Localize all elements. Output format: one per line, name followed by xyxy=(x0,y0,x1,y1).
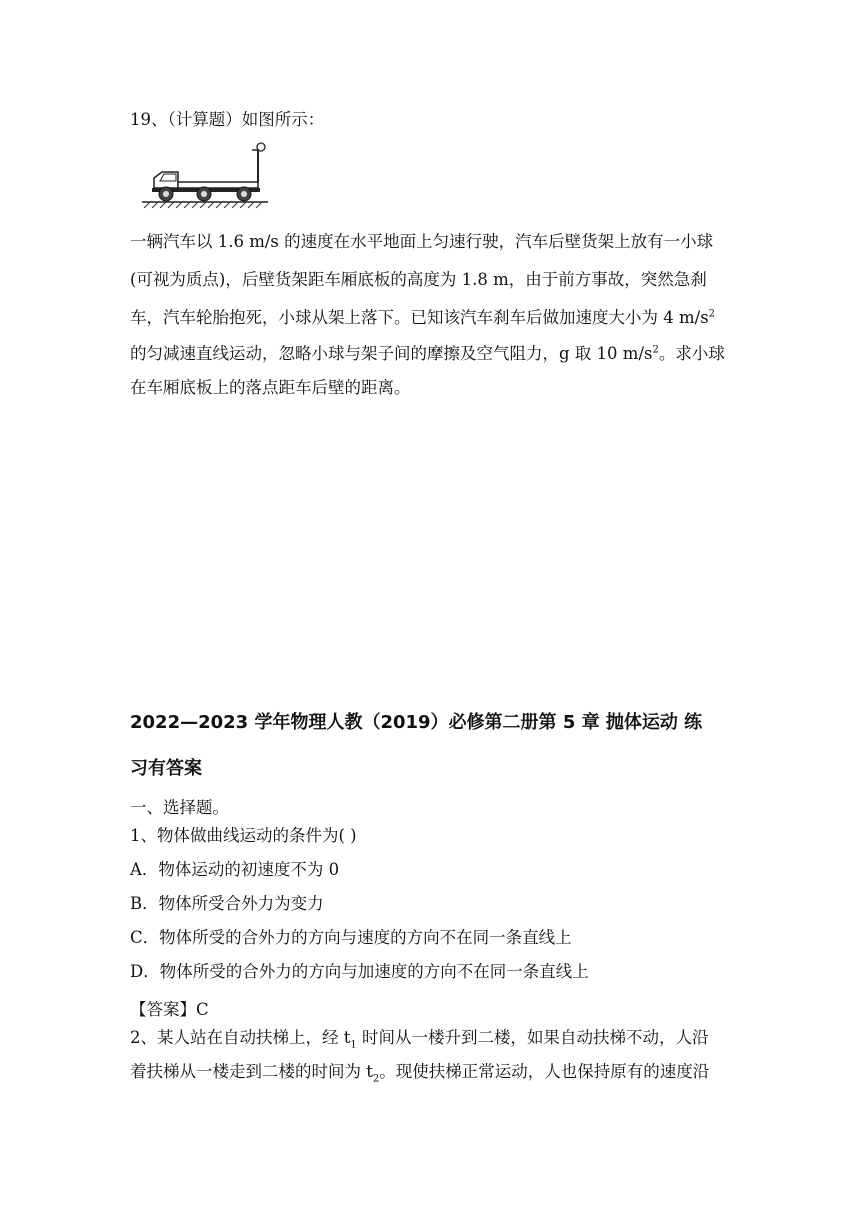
question-19-text-line-1: 一辆汽车以 1.6 m/s 的速度在水平地面上匀速行驶，汽车后壁货架上放有一小球 xyxy=(130,232,714,251)
question-1-option-a: A．物体运动的初速度不为 0 xyxy=(130,860,340,879)
question-19-text-line-5: 在车厢底板上的落点距车后壁的距离。 xyxy=(130,378,411,397)
truck-figure xyxy=(140,138,270,214)
section-title-line-1: 2022—2023 学年物理人教（2019）必修第二册第 5 章 抛体运动 练 xyxy=(130,712,703,733)
question-1-stem: 1、物体做曲线运动的条件为( ) xyxy=(130,826,357,845)
question-19-heading: 19、（计算题）如图所示： xyxy=(130,110,325,129)
question-1-option-b: B．物体所受合外力为变力 xyxy=(130,894,324,913)
question-19-text-line-2: (可视为质点)，后壁货架距车厢底板的高度为 1.8 m，由于前方事故，突然急刹 xyxy=(130,270,707,289)
question-2-line-1: 2、某人站在自动扶梯上，经 $t_1$ 时间从一楼升到二楼，如果自动扶梯不动，人沿 xyxy=(130,1028,709,1051)
question-19-text-line-3: 车，汽车轮胎抱死，小球从架上落下。已知该汽车刹车后做加速度大小为 4 $m/s^2$ xyxy=(130,308,716,327)
section-title-line-2: 习有答案 xyxy=(130,758,202,779)
question-1-option-d: D．物体所受的合外力的方向与加速度的方向不在同一条直线上 xyxy=(130,962,589,981)
question-1-answer: 【答案】C xyxy=(130,1000,209,1019)
question-19-text-line-4: 的匀减速直线运动，忽略小球与架子间的摩擦及空气阻力，g 取 10 $m/s^2$。求小球 xyxy=(130,344,725,363)
section-heading-choice: 一、选择题。 xyxy=(130,798,229,817)
question-1-option-c: C．物体所受的合外力的方向与速度的方向不在同一条直线上 xyxy=(130,928,572,947)
question-2-line-2: 着扶梯从一楼走到二楼的时间为 $t_2$。现使扶梯正常运动，人也保持原有的速度沿 xyxy=(130,1062,710,1085)
